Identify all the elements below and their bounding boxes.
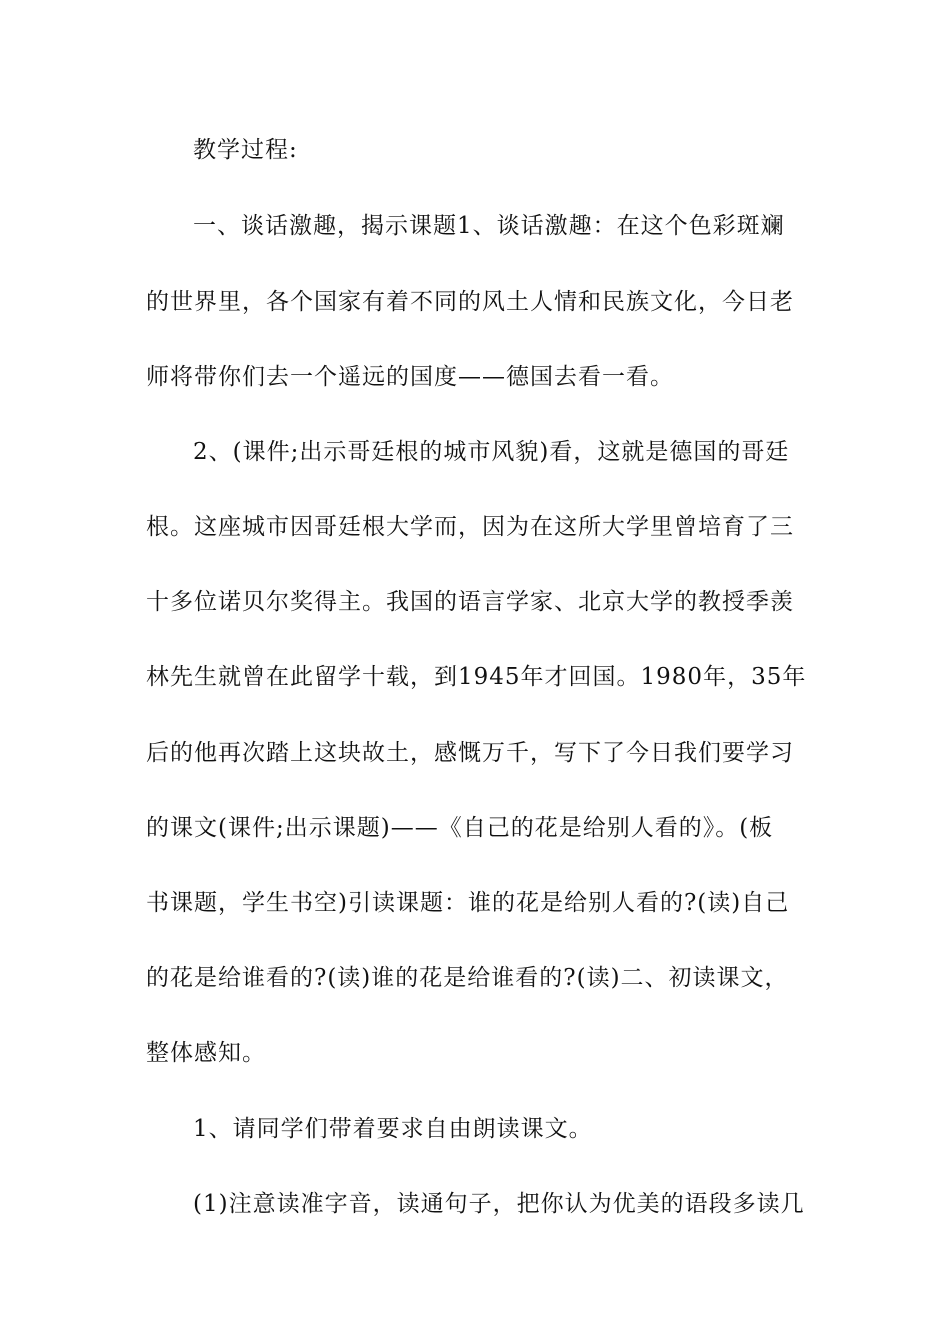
paragraph-line: (1)注意读准字音，读通句子，把你认为优美的语段多读几 (193, 1191, 805, 1217)
paragraph-line: 后的他再次踏上这块故土，感慨万千，写下了今日我们要学习 (146, 740, 794, 766)
paragraph-line: 整体感知。 (146, 1040, 266, 1066)
paragraph-line: 一、谈话激趣，揭示课题1、谈话激趣：在这个色彩斑斓 (193, 213, 785, 239)
paragraph-line: 师将带你们去一个遥远的国度——德国去看一看。 (146, 364, 674, 390)
paragraph-line: 根。这座城市因哥廷根大学而，因为在这所大学里曾培育了三 (146, 514, 794, 540)
paragraph-line: 1、请同学们带着要求自由朗读课文。 (193, 1116, 593, 1142)
paragraph-line: 林先生就曾在此留学十载，到1945年才回国。1980年，35年 (146, 664, 807, 690)
paragraph-line: 十多位诺贝尔奖得主。我国的语言学家、北京大学的教授季羡 (146, 589, 794, 615)
paragraph-line: 的课文(课件;出示课题)——《自己的花是给别人看的》。(板 (146, 815, 774, 841)
paragraph-line: 2、(课件;出示哥廷根的城市风貌)看，这就是德国的哥廷 (193, 439, 790, 465)
paragraph-line: 书课题，学生书空)引读课题：谁的花是给别人看的?(读)自己 (146, 890, 790, 916)
paragraph-line: 的花是给谁看的?(读)谁的花是给谁看的?(读)二、初读课文， (146, 965, 789, 991)
section-heading: 教学过程: (193, 137, 298, 163)
paragraph-line: 的世界里，各个国家有着不同的风土人情和民族文化，今日老 (146, 289, 794, 315)
